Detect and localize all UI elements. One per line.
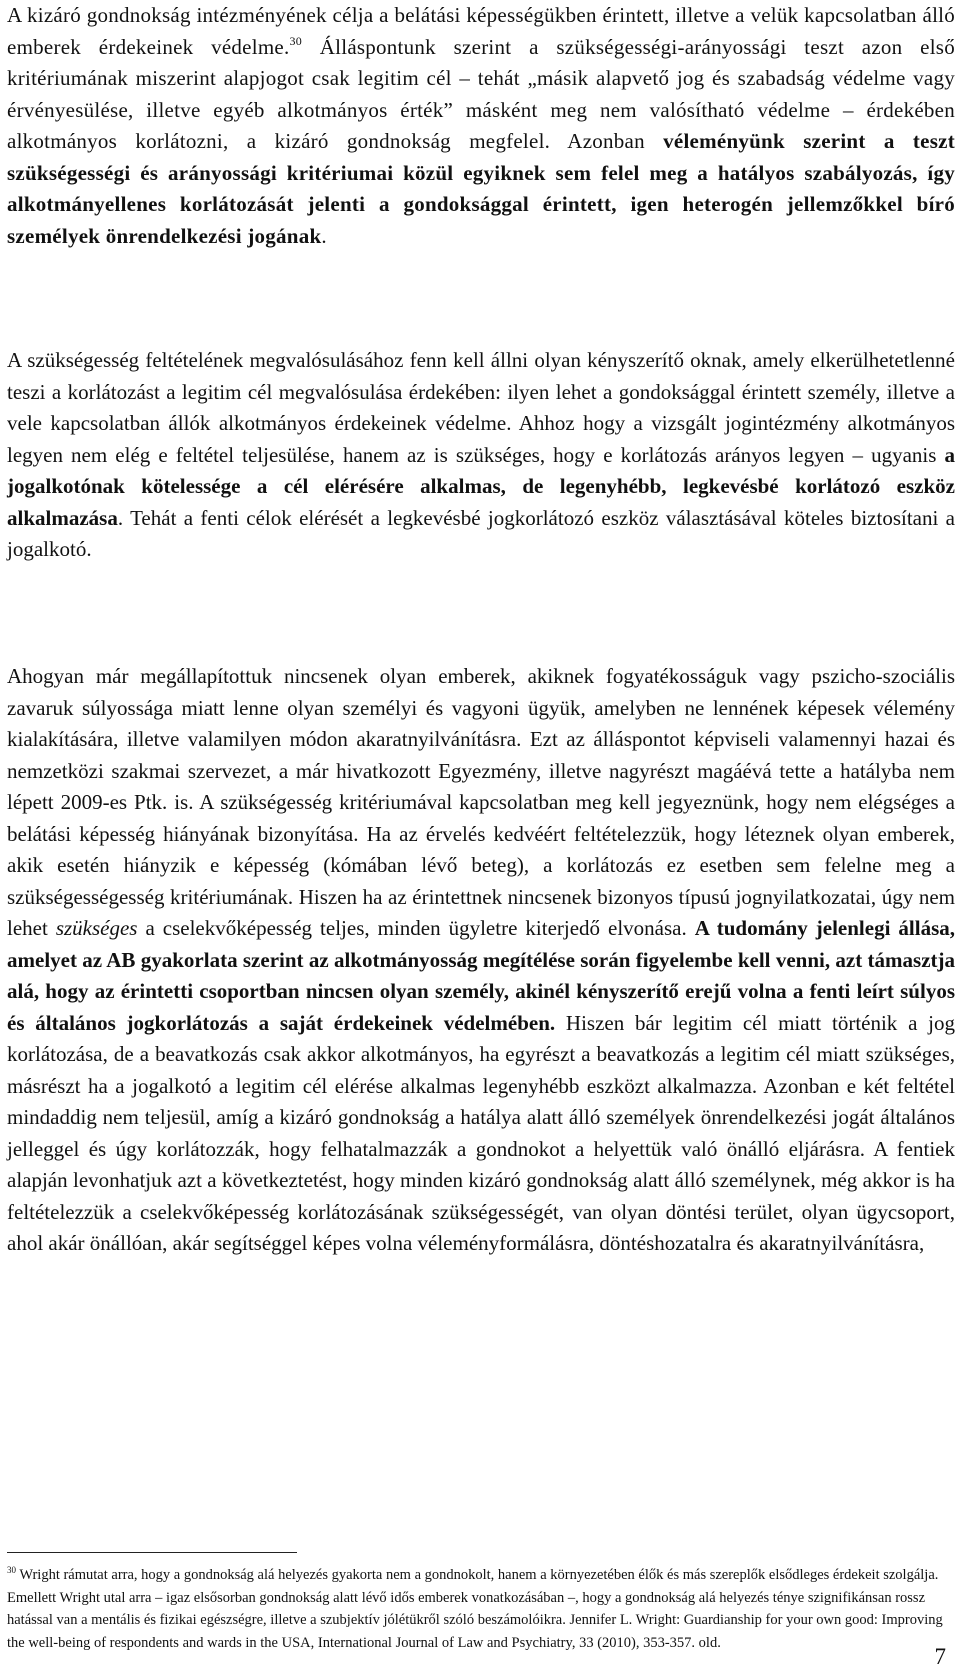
paragraph-1-text-1: A kizáró gondnokság intézményének célja a belátási képességükben érintett, illetve a velük kapcsolatban álló emberek érdekeinek védelme. xyxy=(7,3,955,59)
paragraph-1-text-3: . xyxy=(321,223,327,248)
paragraph-3-text-3: Hiszen bár legitim cél miatt történik a jog korlátozása, de a beavatkozás csak akkor alkotmányos, ha egyrészt a beavatkozás a legitim cél miatt szükséges, másrészt ha a jogalkotó a legitim cél elérése alkalmas legenyhébb eszközt alkalmazza. Azonban e két feltétel mindaddig nem teljesül, amíg a kizáró gondnokság a hatálya alatt álló személyek önrendelkezési jogát általános jelleggel és úgy korlátozzák, hogy felhatalmazzák a gondnokot a helyettük való önálló eljárásra. A fentiek alapján levonhatjuk azt a következtetést, hogy minden kizáró gondnokság alatt álló személynek, még akkor is ha feltételezzük a cselekvőképesség korlátozásának szükségességét, van olyan döntési terület, olyan ügycsoport, ahol akár önállóan, akár segítséggel képes volna véleményformálásra, döntéshozatalra és akaratnyilvánításra, xyxy=(7,1010,955,1255)
footnote-number: 30 xyxy=(7,1565,16,1575)
footnote xyxy=(7,1564,947,1654)
paragraph-1-text-2: Álláspontunk szerint a szükségességi-arányossági teszt azon első kritériumának miszerint alapjogot csak legitim cél – tehát „másik alapvető jog és szabadság védelme vagy érvényesülése, illetve egyéb alkotmányos érték” másként meg nem valósítható védelme – érdekében alkotmányos korlátozni, a kizáró gondnokság megfelel. Azonban xyxy=(7,34,955,153)
page-number: 7 xyxy=(934,1644,946,1669)
paragraph-3 xyxy=(7,661,955,1260)
paragraph-1 xyxy=(7,0,955,252)
paragraph-1-bold-text: véleményünk szerint a teszt szükségességi és arányossági kritériumai közül egyiknek sem felel meg a hatályos szabályozás, így alkotmányellenes korlátozását jelenti a gondoksággal érintett, igen heterogén jellemzőkkel bíró személyek önrendelkezési jogának xyxy=(7,129,955,248)
paragraph-3-bold-text: A tudomány jelenlegi állása, amelyet az AB gyakorlata szerint az alkotmányosság megítélése során figyelembe kell venni, azt támasztja alá, hogy az érintetti csoportban nincsen olyan személy, akinél kényszerítő erejű volna a fenti leírt súlyos és általános jogkorlátozás a saját érdekeinek védelmében. xyxy=(7,916,955,1035)
paragraph-2-text-2: . Tehát a fenti célok elérését a legkevésbé jogkorlátozó eszköz választásával köteles biztosítani a jogalkotó. xyxy=(7,505,955,561)
footnote-text: Wright rámutat arra, hogy a gondnokság alá helyezés gyakorta nem a gondnokolt, hanem a környezetében élők és más szereplők elsődleges érdekeit szolgálja. Emellett Wright utal arra – igaz elsősorban gondnokság alatt lévő idős emberek vonatkozásában –, hogy a gondnokság alá helyezés ténye szignifikánsan rossz hatással van a mentális és fizikai egészségre, illetve a szubjektív jólétükről szóló beszámolóikra. Jennifer L. Wright: Guardianship for your own good: Improving the well-being of respondents and wards in the USA, International Journal of Law and Psychiatry, 33 (2010), 353-357. old. xyxy=(7,1567,943,1651)
paragraph-2-text-1: A szükségesség feltételének megvalósulásához fenn kell állni olyan kényszerítő oknak, amely elkerülhetetlenné teszi a korlátozást a legitim cél megvalósulása érdekében: ilyen lehet a gondoksággal érintett személy, illetve a vele kapcsolatban állók alkotmányos érdekeinek védelme. Ahhoz hogy a vizsgált jogintézmény alkotmányos legyen nem elég e feltétel teljesülése, hanem az is szükséges, hogy e korlátozás arányos legyen – ugyanis xyxy=(7,348,955,467)
paragraph-2-bold-text: a jogalkotónak kötelessége a cél elérésére alkalmas, de legenyhébb, legkevésbé korlátozó eszköz alkalmazása xyxy=(7,442,955,530)
footnote-reference[interactable]: 30 xyxy=(289,33,302,48)
paragraph-3-italic-text: szükséges xyxy=(55,916,138,940)
footnote-divider xyxy=(7,1552,297,1553)
paragraph-3-text-1: Ahogyan már megállapítottuk nincsenek olyan emberek, akiknek fogyatékosságuk vagy pszicho-szociális zavaruk súlyossága miatt lenne olyan személyi és vagyoni ügyük, amelyben ne lennének képesek vélemény kialakítására, illetve valamilyen módon akaratnyilvánításra. Ezt az álláspontot képviseli valamennyi hazai és nemzetközi szakmai szervezet, a már hivatkozott Egyezmény, illetve nagyrészt magáévá tette a hatályba nem lépett 2009-es Ptk. is. A szükségesség kritériumával kapcsolatban meg kell jegyeznünk, hogy nem elégséges a belátási képesség hiányának bizonyítása. Ha az érvelés kedvéért feltételezzük, hogy léteznek olyan emberek, akik esetén hiányzik e képesség (kómában lévő beteg), a korlátozás ez esetben sem felelne meg a szükségességesség kritériumának. Hiszen ha az érintettnek nincsenek bizonyos típusú jognyilatkozatai, úgy nem lehet xyxy=(7,664,955,940)
paragraph-2 xyxy=(7,345,955,566)
paragraph-3-text-2: a cselekvőképesség teljes, minden ügyletre kiterjedő elvonása. xyxy=(137,916,695,940)
